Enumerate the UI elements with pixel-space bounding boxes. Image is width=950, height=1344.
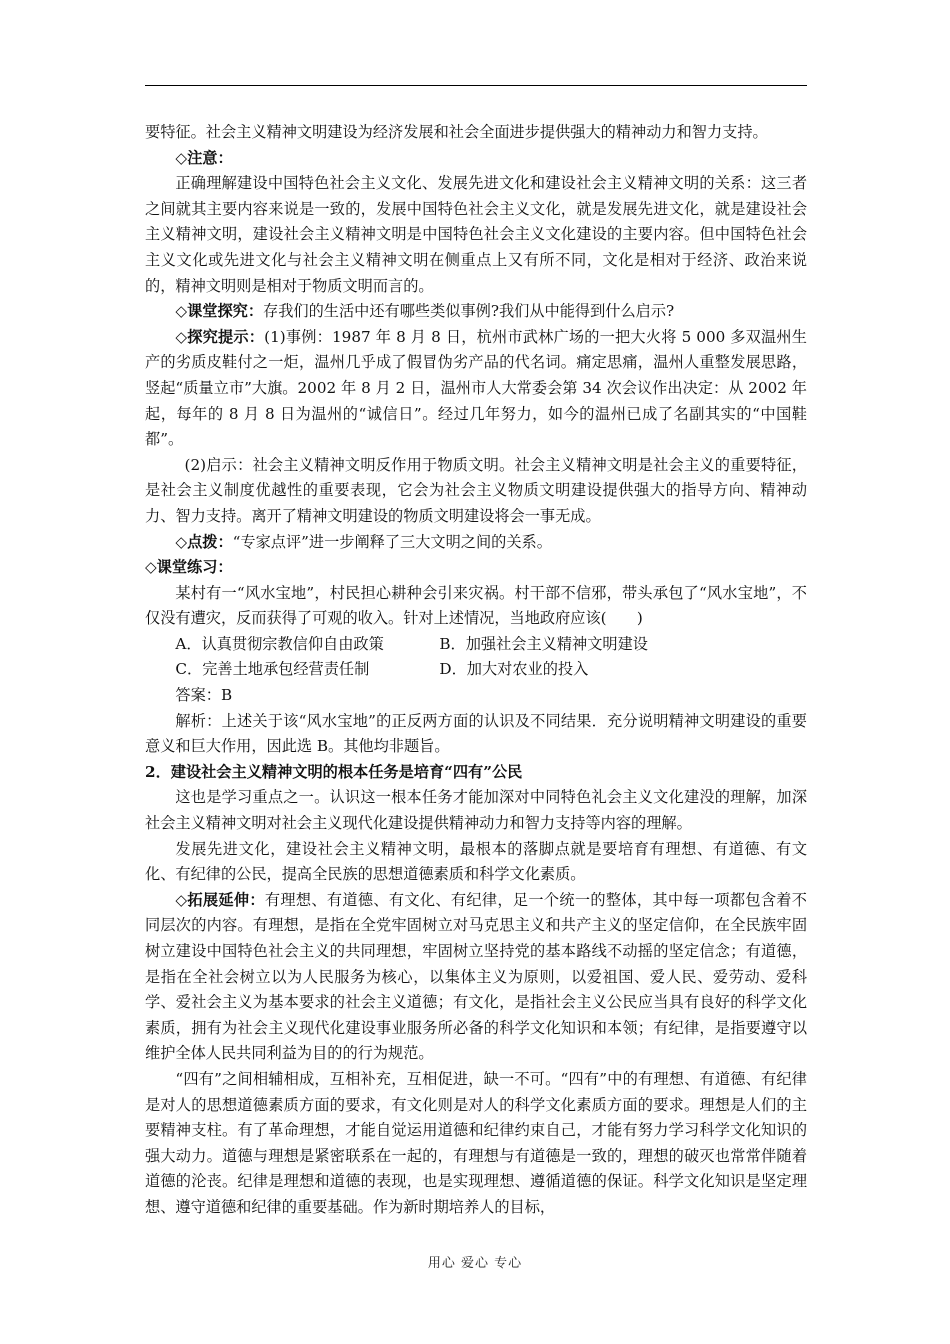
practice-question: 某村有一“风水宝地”，村民担心耕种会引来灾祸。村干部不信邪，带头承包了“风水宝地”，不仅没有遭灾，反而获得了可观的收入。针对上述情况，当地政府应该( ) <box>145 583 807 628</box>
expand-label: ◇拓展延伸： <box>175 890 265 909</box>
tip-text: “专家点评”进一步阐释了三大文明之间的关系。 <box>232 532 552 551</box>
hint-label: ◇探究提示： <box>175 327 265 346</box>
header-rule <box>145 85 807 86</box>
section-heading-2: 2．建设社会主义精神文明的根本任务是培育“四有”公民 <box>145 762 523 781</box>
explore-label: ◇课堂探究： <box>175 302 264 321</box>
paragraph-enlightenment: (2)启示：社会主义精神文明反作用于物质文明。社会主义精神文明是社会主义的重要特征，是社会主义制度优越性的重要表现，它会为社会主义物质文明建设提供强大的指导方向、精神动力、智力支持。离开了精神文明建设的物质文明建设将会一事无成。 <box>145 455 807 525</box>
paragraph-relation: 正确理解建设中国特色社会主义文化、发展先进文化和建设社会主义精神文明的关系：这三者之间就其主要内容来说是一致的，发展中国特色社会主义文化，就是发展先进文化，就是建设社会主义精神文明，建设社会主义精神文明是中国特色社会主义文化建设的主要内容。但中国特色社会主义文化或先进文化与社会主义精神文明在侧重点上又有所不同，文化是相对于经济、政治来说的，精神文明则是相对于物质文明而言的。 <box>145 174 807 295</box>
page-footer: 用心 爱心 专心 <box>427 1256 523 1271</box>
document-body <box>145 120 807 1221</box>
paragraph-key-point: 这也是学习重点之一。认识这一根本任务才能加深对中同特色礼会主义文化建没的理解，加深社会主义精神文明对社会主义现代化建设提供精神动力和智力支持等内容的理解。 <box>145 788 807 833</box>
class-explore <box>145 299 807 325</box>
options-row-2 <box>145 657 807 683</box>
option-a: A．认真贯彻宗教信仰自由政策 <box>175 634 384 653</box>
note-heading <box>145 146 807 172</box>
expand-text: 有理想、有道德、有文化、有纪律，足一个统一的整体，其中每一项都包含着不同层次的内容。有理想，是指在全党牢固树立对马克思主义和共产主义的坚定信仰，在全民族牢固树立建设中国特色社会主义的共同理想，牢固树立坚持党的基本路线不动摇的坚定信念；有道德，是指在全社会树立以为人民服务为核心，以集体主义为原则，以爱祖国、爱人民、爱劳动、爱科学、爱社会主义为基本要求的社会主义道德；有文化，是指社会主义公民应当具有良好的科学文化素质，拥有为社会主义现代化建设事业服务所必备的科学文化知识和本领；有纪律，是指要遵守以维护全体人民共同利益为目的的行为规范。 <box>145 890 807 1063</box>
explore-hint <box>145 325 807 453</box>
paragraph-intro: 要特征。社会主义精神文明建设为经济发展和社会全面进步提供强大的精神动力和智力支持。 <box>145 123 768 141</box>
analysis: 解析：上述关于该“风水宝地”的正反两方面的认识及不同结果．充分说明精神文明建设的重要意义和巨大作用，因此选 B。其他均非题旨。 <box>145 711 807 756</box>
option-d: D．加大对农业的投入 <box>439 660 589 679</box>
tip <box>145 530 807 556</box>
practice-label: ◇课堂练习： <box>145 558 233 577</box>
option-b: B．加强社会主义精神文明建设 <box>439 634 648 653</box>
hint-text: (1)事例：1987 年 8 月 8 日，杭州市武林广场的一把大火将 5 000 多双温州生产的劣质皮鞋付之一炬，温州几乎成了假冒伪劣产品的代名词。痛定思痛，温州人重整发展思路，竖起“质量立市”大旗。2002 年 8 月 2 日，温州市人大常委会第 34 次会议作出决定：从 2002 年起，每年的 8 月 8 日为温州的“诚信日”。经过几年努力，如今的温州已成了名副其实的“中国鞋都”。 <box>145 327 807 449</box>
explore-text: 存我们的生活中还有哪些类似事例?我们从中能得到什么启示? <box>263 302 675 321</box>
option-c: C．完善土地承包经营责任制 <box>175 660 370 679</box>
practice-heading <box>145 555 807 581</box>
expand-extension <box>145 888 807 1067</box>
paragraph-goal: 发展先进文化，建设社会主义精神文明，最根本的落脚点就是要培育有理想、有道德、有文化、有纪律的公民，提高全民族的思想道德素质和科学文化素质。 <box>145 839 807 884</box>
tip-label: ◇点拨： <box>175 532 233 551</box>
answer: 答案：B <box>175 686 233 705</box>
options-row-1 <box>145 632 807 658</box>
note-label: ◇注意： <box>175 148 233 167</box>
paragraph-four-haves: “四有”之间相辅相成，互相补充，互相促进，缺一不可。“四有”中的有理想、有道德、有纪律是对人的思想道德素质方面的要求，有文化则是对人的科学文化素质方面的要求。理想是人们的主要精神支柱。有了革命理想，才能自觉运用道德和纪律约束自己，才能有努力学习科学文化知识的强大动力。道德与理想是紧密联系在一起的，有理想与有道德是一致的，理想的破灭也常常伴随着道德的沦丧。纪律是理想和道德的表现，也是实现理想、遵循道德的保证。科学文化知识是坚定理想、遵守道德和纪律的重要基础。作为新时期培养人的目标， <box>145 1069 807 1216</box>
